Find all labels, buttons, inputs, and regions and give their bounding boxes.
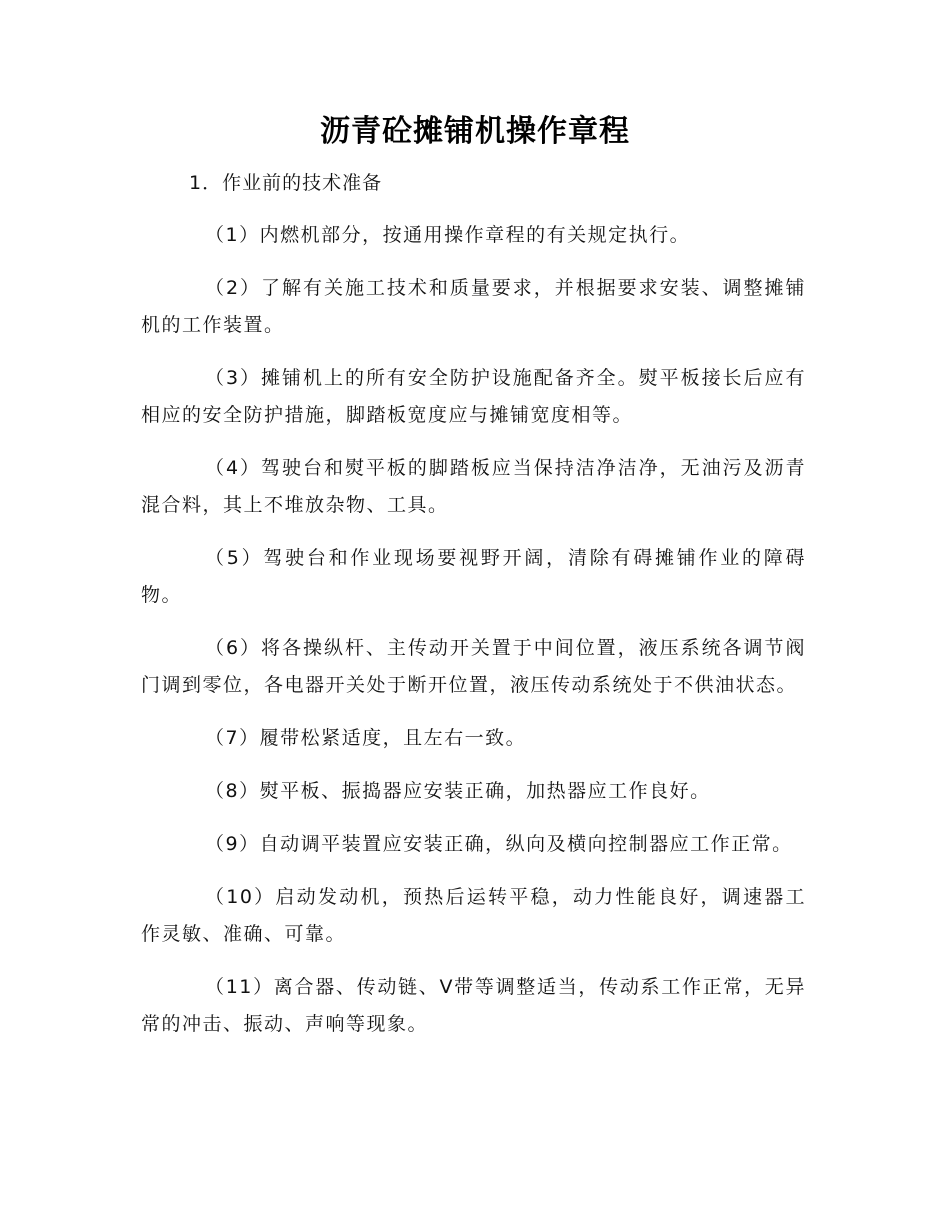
paragraph-9: （9）自动调平装置应安装正确，纵向及横向控制器应工作正常。 [205,833,793,855]
paragraph-3: （3）摊铺机上的所有安全防护设施配备齐全。熨平板接长后应有相应的安全防护措施，脚踏板宽度应与摊铺宽度相等。 [141,367,806,426]
paragraph-6: （6）将各操纵杆、主传动开关置于中间位置，液压系统各调节阀门调到零位，各电器开关处于断开位置，液压传动系统处于不供油状态。 [141,637,806,696]
paragraph-11: （11）离合器、传动链、V带等调整适当，传动系工作正常，无异常的冲击、振动、声响等现象。 [141,976,806,1035]
paragraph-1: （1）内燃机部分，按通用操作章程的有关规定执行。 [205,224,691,246]
paragraph-5: （5）驾驶台和作业现场要视野开阔，清除有碍摊铺作业的障碍物。 [141,547,806,606]
paragraph-10: （10）启动发动机，预热后运转平稳，动力性能良好，调速器工作灵敏、准确、可靠。 [141,886,806,945]
document-title: 沥青砼摊铺机操作章程 [320,114,630,149]
paragraph-4: （4）驾驶台和熨平板的脚踏板应当保持洁净洁净，无油污及沥青混合料，其上不堆放杂物、工具。 [141,457,806,516]
document-body [141,165,806,1043]
paragraph-2: （2）了解有关施工技术和质量要求，并根据要求安装、调整摊铺机的工作装置。 [141,277,806,336]
paragraph-7: （7）履带松紧适度，且左右一致。 [205,727,527,749]
paragraph-8: （8）熨平板、振捣器应安装正确，加热器应工作良好。 [205,780,711,802]
section-heading: 1．作业前的技术准备 [189,172,383,194]
